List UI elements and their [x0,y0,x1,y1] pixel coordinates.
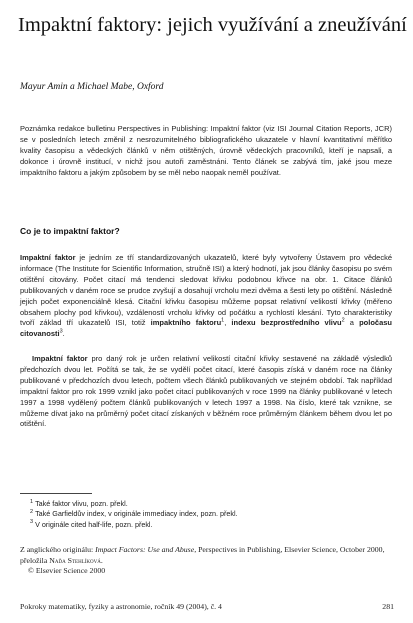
journal-citation: Pokroky matematiky, fyziky a astronomie, ročník 49 (2004), č. 4 [20,602,222,611]
footnote-text: V originále cited half-life, pozn. překl. [35,519,153,529]
body-paragraph-2 [20,354,392,430]
lead-term: Impaktní faktor [20,253,76,262]
para-end: . [62,329,65,339]
translator-name: Naďa Stehlíková [49,555,101,565]
page-number: 281 [382,602,394,611]
lead-term: Impaktní faktor [32,354,88,363]
section-heading: Co je to impaktní faktor? [20,226,120,236]
running-footer [20,602,394,611]
source-prefix: Z anglického originálu: [20,545,96,554]
footnote-item [30,509,390,519]
separator: , [224,318,232,328]
footnote-item [30,520,390,530]
footnote-rule [20,493,92,494]
original-source-note [20,545,394,577]
footnote-number: 3 [30,519,34,526]
term-impact-factor: impaktního faktoru [150,318,222,328]
article-title: Impaktní faktory: jejich využívání a zneužívání [18,14,407,36]
source-details: , Perspectives in Publishing, Elsevier Science, October 2000, přeložila [20,545,385,565]
para-text: je jedním ze tří standardizovaných ukazatelů, které byly vytvořeny Ústavem pro vědecké informace (The Institute for Scientific Information, stručně ISI) a který hodnotí, jak jsou články časopisu po svém otištění citovány. Počet citací má tendenci sledovat křivku podobnou křivce na obr. 1. Citace článků publikovaných v daném roce se prudce zvyšují a dosahují vrcholu mezi dvěma a šesti lety po otištění. Následně jejich počet exponenciálně klesá. Citační křivku časopisu můžeme popsat relativní velikostí křivky (měřeno obsahem plochy pod křivkou), vzdáleností vrcholu křivky od počátku a rychlostí klesání. Tyto charakteristiky tvoří základ tří ukazatelů ISI, totiž [20,253,393,328]
original-title: Impact Factors: Use and Abuse [95,545,195,554]
footnote-ref-2[interactable]: 2 [341,317,345,324]
editorial-note: Poznámka redakce bulletinu Perspectives in Publishing: Impaktní faktor (viz ISI Journal Citation Reports, JCR) se v posledních letech změnil z nesrozumitelného bibliografického ukazatele v hlavní kvantitativní měřítko kvality časopisu a vědeckých článků v něm otištěných, úrovně vědeckých pracovníků, kteří je napsali, a dokonce i úrovně institucí, v nichž jsou autoři zaměstnáni. Tento článek se zabývá tím, jaké jsou meze impaktního faktoru a jakým způsobem by se měl nebo naopak neměl používat. [20,124,392,177]
footnote-number: 2 [30,508,34,515]
body-paragraph-1 [20,253,392,340]
footnote-text: Také faktor vlivu, pozn. překl. [35,499,128,508]
footnote-item [30,499,390,509]
footnote-text: Také Garfieldův index, v originále immediacy index, pozn. překl. [35,509,238,519]
term-cited-half-life: poločasu citovanosti [20,318,393,339]
term-immediacy-index: indexu bezprostředního vlivu [231,318,342,328]
footnote-number: 1 [30,498,34,505]
source-line [20,545,394,566]
footnote-ref-1[interactable]: 1 [221,317,225,324]
copyright-line: © Elsevier Science 2000 [28,566,106,575]
para-text: pro daný rok je určen relativní velikostí citační křivky sestavené na základě výsledků předchozích dvou let. Počítá se tak, že se vydělí počet citací, které časopis získá v daném roce na články publikované v předchozích dvou letech, počtem všech článků publikovaných ve stejném období. Tak například impaktní faktor pro rok 1999 vznikl jako počet citací publikovaných v roce 1999 na články publikované v letech 1997 a 1998 vydělený počtem článků publikovaných v letech 1997 a 1998. Na číslo, které tak vznikne, se můžeme dívat jako na průměrný počet citací získaných v běžném roce průměrným článkem během dvou let po otištění. [20,354,393,429]
authors-line: Mayur Amin a Michael Mabe, Oxford [20,82,164,92]
source-end: . [100,555,103,565]
separator: a [344,318,360,328]
footnote-ref-3[interactable]: 3 [59,328,63,335]
footnotes [30,499,390,530]
